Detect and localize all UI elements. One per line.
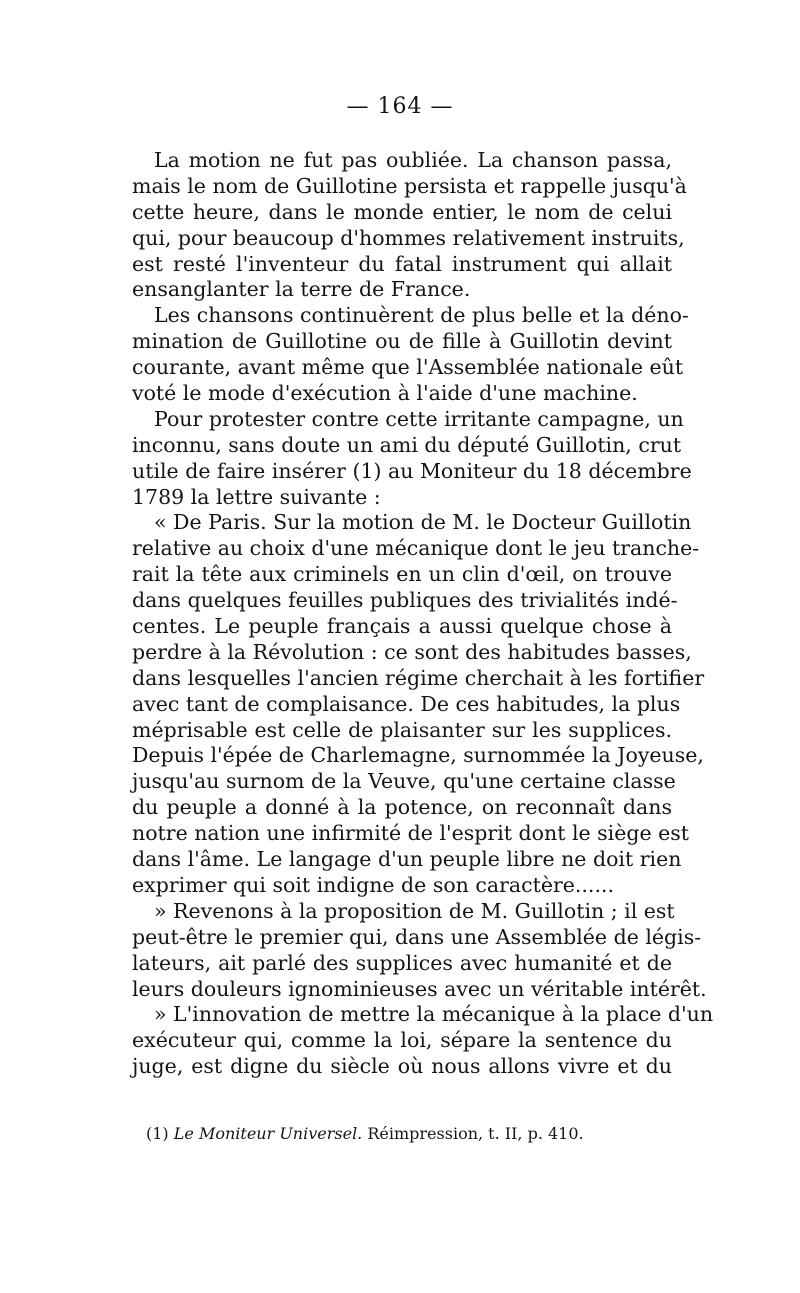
text-line: » L'innovation de mettre la mécanique à la place d'un — [154, 1002, 714, 1027]
text-line: dans lesquelles l'ancien régime cherchait à les fortifier — [132, 665, 705, 690]
text-line: avec tant de complaisance. De ces habitudes, la plus — [132, 691, 681, 716]
text-line: voté le mode d'exécution à l'aide d'une machine. — [132, 381, 638, 406]
text-line: qui, pour beaucoup d'hommes relativement instruits, — [132, 225, 685, 250]
text-line: Depuis l'épée de Charlemagne, surnommée la Joyeuse, — [132, 743, 704, 768]
text-line: dans l'âme. Le langage d'un peuple libre ne doit rien — [132, 847, 682, 872]
footnote-marker: (1) — [146, 1124, 169, 1143]
text-line: exprimer qui soit indigne de son caractère...... — [132, 872, 615, 897]
text-line: utile de faire insérer (1) au Moniteur du 18 décembre — [132, 458, 692, 483]
text-line: leurs douleurs ignominieuses avec un véritable intérêt. — [132, 976, 707, 1001]
text-line: du peuple a donné à la potence, on reconnaît dans — [132, 795, 672, 820]
text-line: inconnu, sans doute un ami du député Guillotin, crut — [132, 432, 682, 457]
text-line: dans quelques feuilles publiques des trivialités indé- — [132, 588, 678, 613]
text-line: rait la tête aux criminels en un clin d'œil, on trouve — [132, 562, 672, 587]
text-line: ensanglanter la terre de France. — [132, 277, 471, 302]
text-line: courante, avant même que l'Assemblée nationale eût — [132, 355, 684, 380]
text-line: Les chansons continuèrent de plus belle et la déno- — [154, 303, 689, 328]
footnote-reference: Réimpression, t. II, p. 410. — [367, 1124, 584, 1143]
text-line: » Revenons à la proposition de M. Guillotin ; il est — [154, 898, 675, 923]
text-line: perdre à la Révolution : ce sont des habitudes basses, — [132, 639, 692, 664]
page-number: — 164 — — [346, 94, 454, 119]
text-line: notre nation une infirmité de l'esprit dont le siège est — [132, 821, 690, 846]
footnote-title: Le Moniteur Universel. — [173, 1124, 363, 1143]
text-line: Pour protester contre cette irritante campagne, un — [154, 406, 684, 431]
text-line: juge, est digne du siècle où nous allons vivre et du — [132, 1054, 672, 1079]
text-line: mination de Guillotine ou de fille à Guillotin devint — [132, 329, 672, 354]
text-line: relative au choix d'une mécanique dont le jeu tranche- — [132, 536, 700, 561]
body-text — [132, 148, 714, 1080]
text-line: La motion ne fut pas oubliée. La chanson passa, — [154, 148, 672, 172]
footnote — [146, 1124, 616, 1143]
text-line: centes. Le peuple français a aussi quelque chose à — [132, 614, 672, 639]
text-line: peut-être le premier qui, dans une Assemblée de légis- — [132, 924, 702, 949]
text-line: méprisable est celle de plaisanter sur les supplices. — [132, 717, 672, 742]
text-line: « De Paris. Sur la motion de M. le Docteur Guillotin — [154, 510, 692, 535]
text-line: 1789 la lettre suivante : — [132, 484, 381, 509]
text-line: jusqu'au surnom de la Veuve, qu'une certaine classe — [132, 769, 676, 794]
text-line: mais le nom de Guillotine persista et rappelle jusqu'à — [132, 173, 687, 198]
text-line: est resté l'inventeur du fatal instrument qui allait — [132, 251, 672, 276]
text-line: exécuteur qui, comme la loi, sépare la sentence du — [132, 1028, 672, 1053]
text-line: cette heure, dans le monde entier, le nom de celui — [132, 199, 672, 224]
text-line: lateurs, ait parlé des supplices avec humanité et de — [132, 950, 672, 975]
